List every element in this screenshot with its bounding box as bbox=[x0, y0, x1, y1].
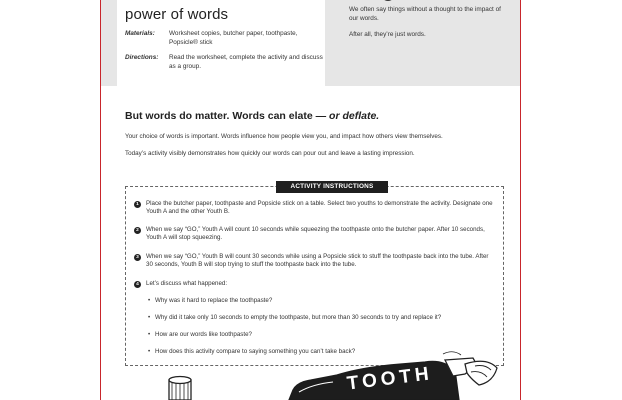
directions-label: Directions: bbox=[125, 54, 159, 61]
intro-text bbox=[349, 6, 509, 48]
step-text: Let’s discuss what happened: bbox=[146, 280, 228, 287]
section-headline bbox=[125, 110, 379, 122]
question-text: How does this activity compare to saying something you can’t take back? bbox=[155, 348, 356, 355]
question-text: Why was it hard to replace the toothpaste? bbox=[155, 297, 273, 304]
headline-plain: But words do matter. Words can elate — bbox=[125, 110, 327, 122]
step-text: Place the butcher paper, toothpaste and Popsicle stick on a table. Select two youths to demonstrate the activity. Designate one Youth A and the other Youth B. bbox=[146, 200, 493, 216]
headline-emphasis: or deflate. bbox=[329, 110, 380, 122]
bullet-icon: • bbox=[148, 348, 151, 355]
intro-paragraph-2: After all, they’re just words. bbox=[349, 31, 426, 39]
directions-value: Read the worksheet, complete the activity and discuss as a group. bbox=[169, 54, 323, 70]
activity-header: ACTIVITY INSTRUCTIONS bbox=[276, 181, 388, 193]
body-paragraph-2: Today’s activity visibly demonstrates how quickly our words can pour out and leave a lasting impression. bbox=[125, 150, 415, 157]
toothpaste-illustration bbox=[101, 340, 521, 400]
intro-paragraph-1: We often say things without a thought to the impact of our words. bbox=[349, 6, 501, 22]
activity-instructions-box bbox=[125, 183, 504, 366]
bullet-icon: • bbox=[148, 314, 151, 321]
bullet-icon: • bbox=[148, 297, 151, 304]
step-1 bbox=[134, 200, 496, 217]
discussion-question bbox=[148, 297, 493, 305]
step-3 bbox=[134, 253, 496, 270]
question-text: Why did it take only 10 seconds to empty the toothpaste, but more than 30 seconds to try and replace it? bbox=[155, 314, 442, 321]
cap-icon bbox=[169, 377, 191, 400]
toothpaste-tube-icon bbox=[289, 352, 497, 400]
body-paragraph-1: Your choice of words is important. Words influence how people view you, and impact how others view themselves. bbox=[125, 133, 443, 140]
worksheet-page bbox=[100, 0, 521, 400]
directions-row bbox=[125, 54, 324, 71]
step-number: 2 bbox=[134, 227, 141, 234]
title-fragment bbox=[381, 0, 401, 5]
discussion-question bbox=[148, 331, 493, 339]
step-number: 1 bbox=[134, 201, 141, 208]
step-text: When we say “GO,” Youth A will count 10 seconds while squeezing the toothpaste onto the butcher paper. After 10 seconds, Youth A will stop squeezing. bbox=[146, 226, 485, 242]
step-4 bbox=[134, 280, 496, 288]
step-text: When we say “GO,” Youth B will count 30 seconds while using a Popsicle stick to stuff the toothpaste back into the tube. After 30 seconds, Youth B will stop trying to stuff the toothpaste back into the tube. bbox=[146, 253, 489, 269]
worksheet-title: power of words bbox=[125, 6, 229, 23]
bullet-icon: • bbox=[148, 331, 151, 338]
materials-row bbox=[125, 30, 324, 47]
step-number: 4 bbox=[134, 281, 141, 288]
materials-value: Worksheet copies, butcher paper, toothpaste, Popsicle® stick bbox=[169, 30, 298, 46]
step-2 bbox=[134, 226, 496, 243]
materials-label: Materials: bbox=[125, 30, 155, 37]
question-text: How are our words like toothpaste? bbox=[155, 331, 252, 338]
step-number: 3 bbox=[134, 254, 141, 261]
discussion-question bbox=[148, 314, 493, 322]
tube-lettering: TOOTH bbox=[345, 363, 434, 395]
